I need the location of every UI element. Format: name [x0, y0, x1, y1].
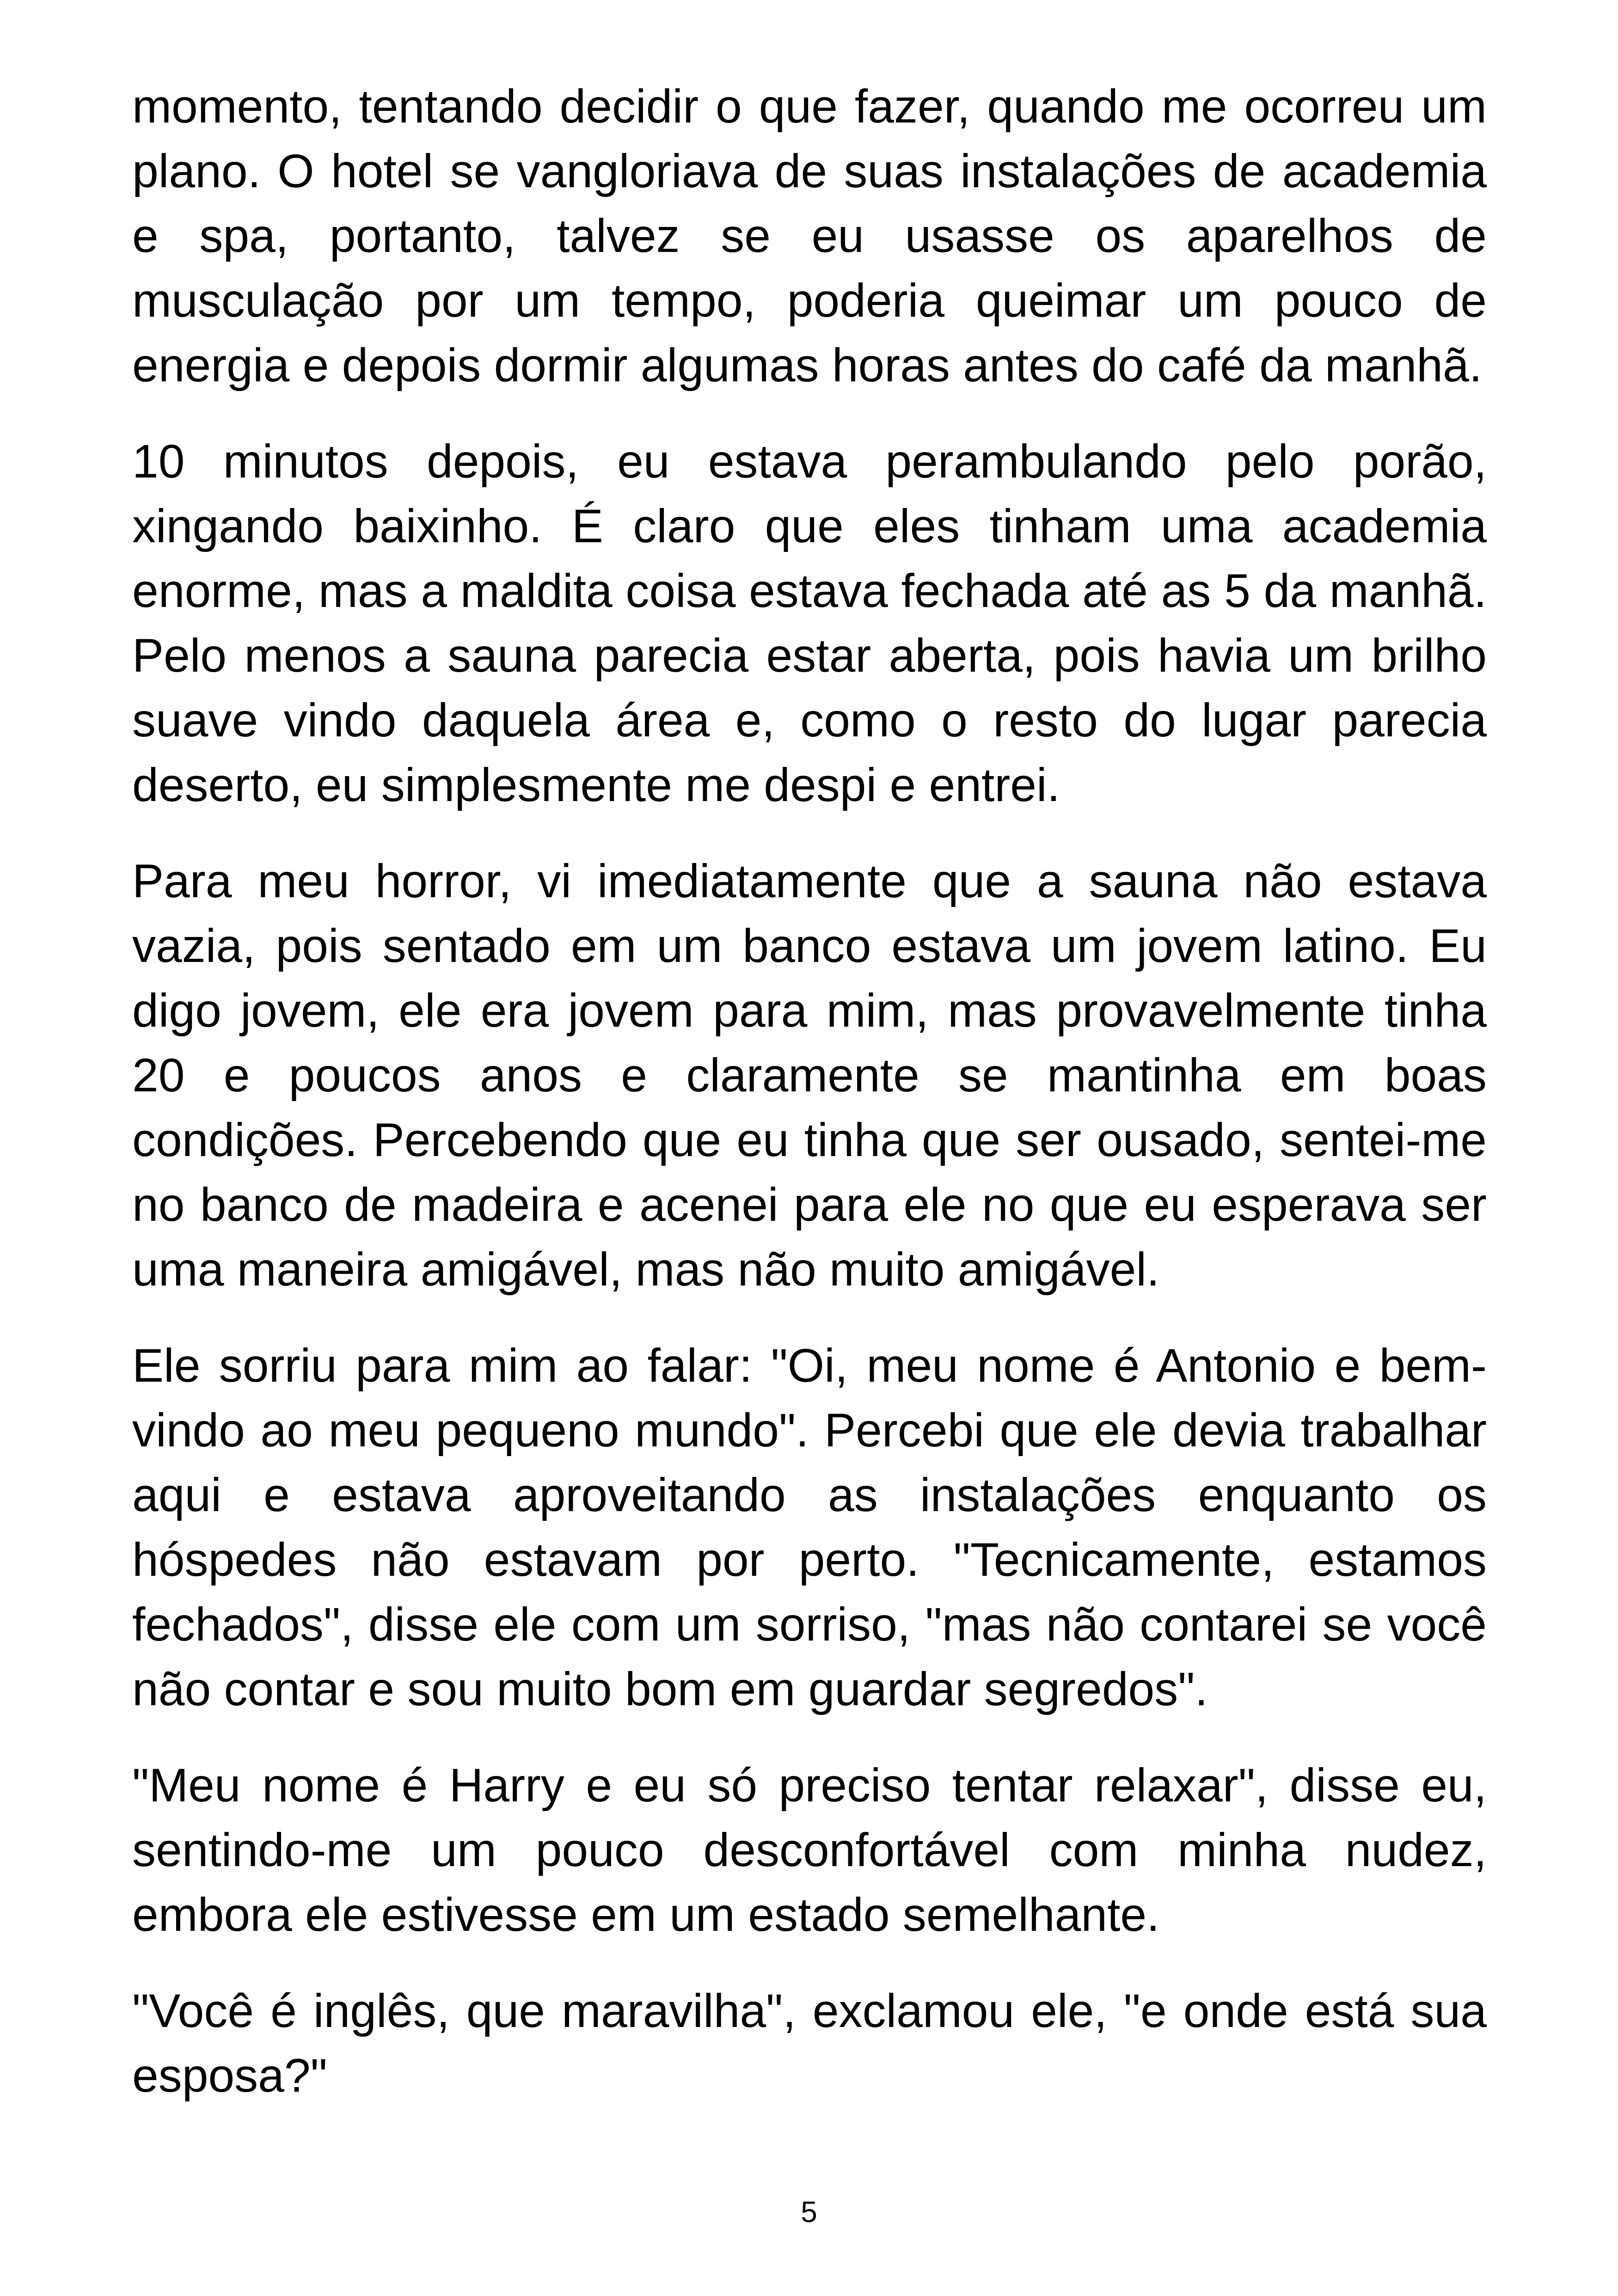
paragraph-2: 10 minutos depois, eu estava perambulando pelo porão, xingando baixinho. É claro que eles tinham uma academia enorme, mas a maldita coisa estava fechada até as 5 da manhã. Pelo menos a sauna parecia estar aberta, pois havia um brilho suave vindo daquela área e, como o resto do lugar parecia deserto, eu simplesmente me despi e entrei.	[132, 435, 1487, 811]
paragraph-1: momento, tentando decidir o que fazer, quando me ocorreu um plano. O hotel se vangloriava de suas instalações de academia e spa, portanto, talvez se eu usasse os aparelhos de musculação por um tempo, poderia queimar um pouco de energia e depois dormir algumas horas antes do café da manhã.	[132, 80, 1487, 392]
page-number: 5	[801, 2195, 817, 2229]
paragraph-4: Ele sorriu para mim ao falar: "Oi, meu nome é Antonio e bem-vindo ao meu pequeno mundo". Percebi que ele devia trabalhar aqui e estava aproveitando as instalações enquanto os hóspedes não estavam por perto. "Tecnicamente, estamos fechados", disse ele com um sorriso, "mas não contarei se você não contar e sou muito bom em guardar segredos".	[132, 1339, 1487, 1715]
paragraph-6: "Você é inglês, que maravilha", exclamou ele, "e onde está sua esposa?"	[132, 1984, 1487, 2102]
paragraph-3: Para meu horror, vi imediatamente que a sauna não estava vazia, pois sentado em um banco estava um jovem latino. Eu digo jovem, ele era jovem para mim, mas provavelmente tinha 20 e poucos anos e claramente se mantinha em boas condições. Percebendo que eu tinha que ser ousado, sentei-me no banco de madeira e acenei para ele no que eu esperava ser uma maneira amigável, mas não muito amigável.	[132, 855, 1487, 1296]
paragraph-5: "Meu nome é Harry e eu só preciso tentar relaxar", disse eu, sentindo-me um pouco desconfortável com minha nudez, embora ele estivesse em um estado semelhante.	[132, 1759, 1487, 1941]
body-text	[132, 74, 1487, 2139]
